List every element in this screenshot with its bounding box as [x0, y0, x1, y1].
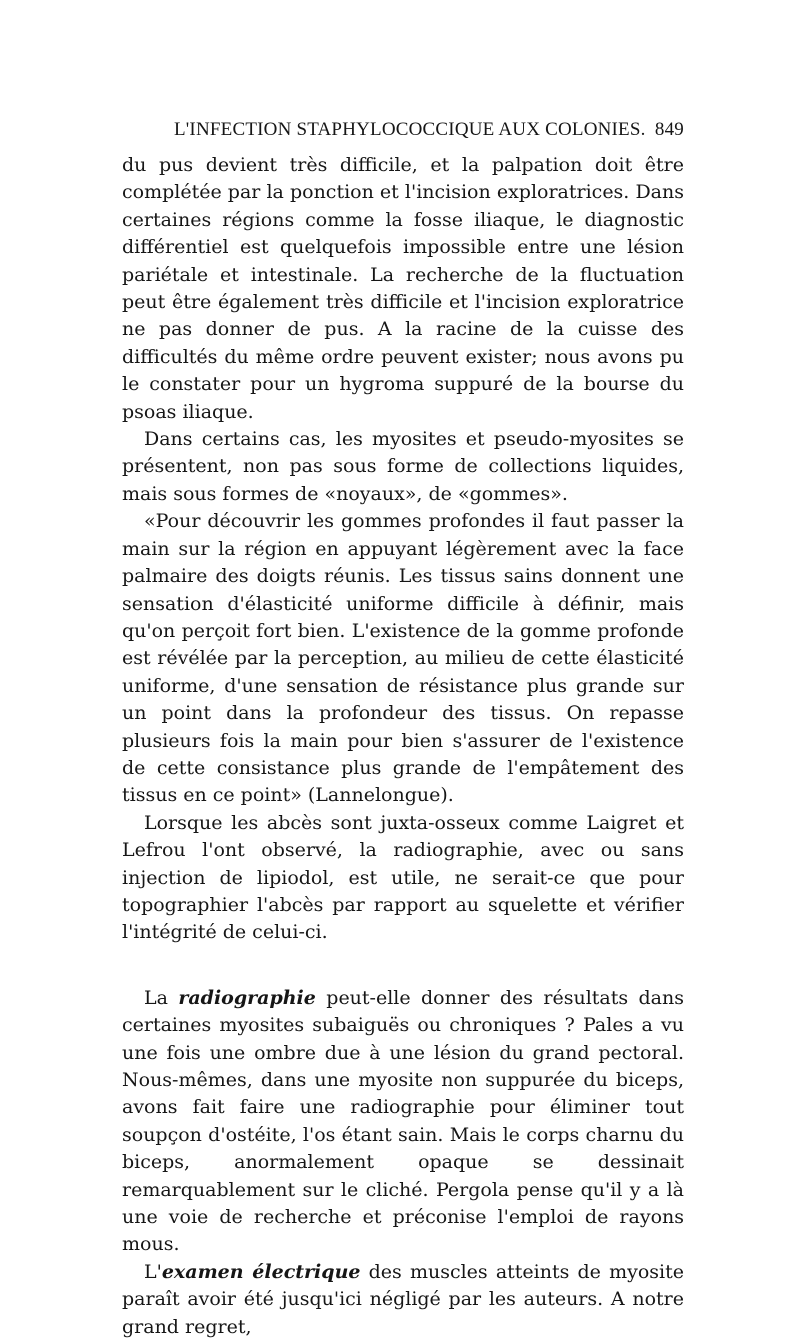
paragraph-3-quotation: «Pour découvrir les gommes profondes il faut passer la main sur la région en appuyant légèrement avec la face palmaire des doigts réunis. Les tissus sains donnent une sensation d'élasticité uniforme difficile à définir, mais qu'on perçoit fort bien. L'existence de la gomme profonde est révélée par la perception, au milieu de cette élasticité uniforme, d'une sensation de résistance plus grande sur un point dans la profondeur des tissus. On repasse plusieurs fois la main pour bien s'assurer de l'existence de cette consistance plus grande de l'empâtement des tissus en ce point» (Lannelongue). [122, 510, 684, 807]
paragraph-5-rest: peut-elle donner des résultats dans certaines myosites subaiguës ou chroniques ? Pales a vu une fois une ombre due à une lésion du grand pectoral. Nous-mêmes, dans une myosite non suppurée du biceps, avons fait faire une radiographie pour éliminer tout soupçon d'ostéite, l'os étant sain. Mais le corps charnu du biceps, anormalement opaque se dessinait remarquablement sur le cliché. Pergola pense qu'il y a là une voie de recherche et préconise l'emploi de rayons mous. [122, 986, 684, 1256]
page-number: 849 [654, 119, 684, 140]
paragraph-5 [122, 985, 684, 1259]
running-title: L'INFECTION STAPHYLOCOCCIQUE AUX COLONIES. [174, 119, 646, 140]
paragraph-4: Lorsque les abcès sont juxta-osseux comme Laigret et Lefrou l'ont observé, la radiographie, avec ou sans injection de lipiodol, est utile, ne serait-ce que pour topographier l'abcès par rapport au squelette et vérifier l'intégrité de celui-ci. [122, 811, 684, 944]
examen-electrique-term: examen électrique [161, 1260, 361, 1283]
paragraph-6-rest: des muscles atteints de myosite paraît avoir été jusqu'ici négligé par les auteurs. A notre grand regret, [122, 1260, 684, 1338]
paragraph-1: du pus devient très difficile, et la palpation doit être complétée par la ponction et l'incision exploratrices. Dans certaines régions comme la fosse iliaque, le diagnostic différentiel est quelquefois impossible entre une lésion pariétale et intestinale. La recherche de la fluctuation peut être également très difficile et l'incision exploratrice ne pas donner de pus. A la racine de la cuisse des difficultés du même ordre peuvent exister; nous avons pu le constater pour un hygroma suppuré de la bourse du psoas iliaque. [122, 154, 684, 423]
paragraph-5-start: La [144, 986, 179, 1009]
running-head [122, 119, 684, 145]
paragraph-6-start: L' [144, 1260, 162, 1283]
paragraph-6 [122, 1259, 684, 1341]
section-gap [122, 947, 684, 985]
radiographie-term: radiographie [178, 986, 316, 1009]
paragraph-2: Dans certains cas, les myosites et pseudo-myosites se présentent, non pas sous forme de collections liquides, mais sous formes de «noyaux», de «gommes». [122, 428, 684, 505]
body-text [122, 152, 684, 1341]
